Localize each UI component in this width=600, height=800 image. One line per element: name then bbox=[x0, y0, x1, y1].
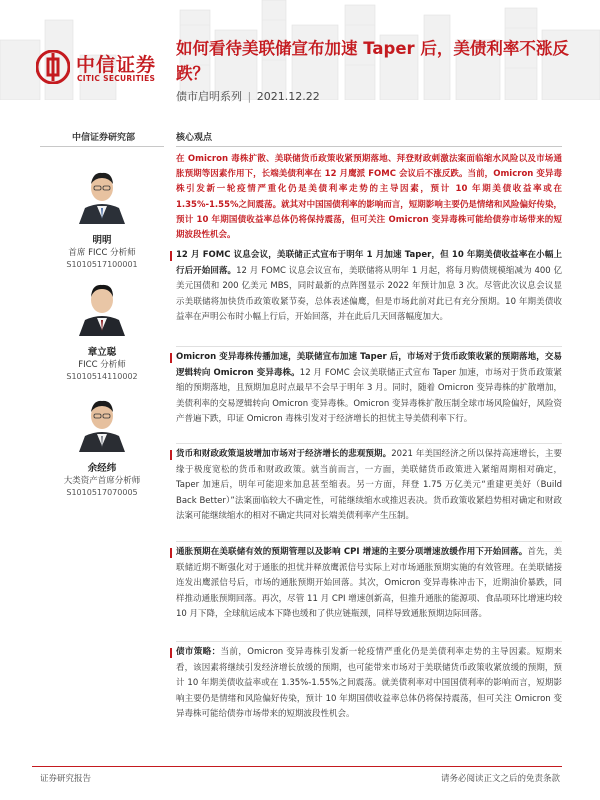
research-team-heading: 中信证券研究部 bbox=[72, 133, 136, 143]
core-view-heading: 核心观点 bbox=[176, 133, 213, 143]
report-subtitle bbox=[176, 88, 320, 104]
left-divider bbox=[40, 146, 164, 147]
footer-divider bbox=[32, 766, 562, 767]
analyst-role: 大类资产首席分析师 bbox=[63, 476, 141, 486]
analyst-photo-icon bbox=[75, 278, 129, 336]
analyst-role: FICC 分析师 bbox=[78, 360, 126, 370]
key-point-body: 2021 年美国经济之所以保持高速增长，主要缘于极度宽松的货币和财政政策。就当前而言，一方面，美联储货币政策进入紧缩周期相对确定，Taper 加速后，明年可能迎来加息甚至缩表。另一方面，拜登 1.75 万亿美元“重建更美好（Build Back Better）”法案面临较大不确定性，可能继续缩水或推迟表决。货币政策收紧趋势相对确定和财政法案可能继续缩水的相对不确定共同对长端美债利率产生压制。 bbox=[176, 449, 562, 521]
point-divider bbox=[176, 641, 562, 642]
footer-disclaimer-note: 请务必阅读正文之后的免责条款 bbox=[440, 774, 560, 784]
analyst-name: 章立聪 bbox=[87, 347, 117, 358]
analyst-name: 明明 bbox=[92, 235, 112, 246]
key-point bbox=[176, 645, 562, 723]
key-point-body: 首先，美联储近期不断强化对于通胀的担忧并释放鹰派信号实际上对市场通胀预期实施的有效管理。在美联储接连发出鹰派信号后，市场的通胀预期开始回落。其次，Omicron 变异毒株冲击下，近期油价暴跌，同样推动通胀预期回落。再次，尽管 11 月 CPI 增速创新高，但推升通胀的能源项、食品项环比增速均较 10 月下降，全球航运成本下降也缓和了供应链瓶颈，同样导致通胀预期边际回落。 bbox=[176, 547, 562, 619]
key-point bbox=[176, 248, 562, 326]
analyst-card bbox=[40, 394, 164, 499]
analyst-license-id: S1010517100001 bbox=[66, 260, 138, 269]
brand-logo bbox=[36, 48, 168, 88]
report-series: 债市启明系列 bbox=[176, 90, 242, 103]
brand-name-cn: 中信证券 bbox=[76, 54, 157, 76]
report-header bbox=[0, 0, 600, 112]
core-summary: 在 Omicron 毒株扩散、美联储货币政策收紧预期落地、拜登财政刺激法案面临缩水风险以及市场通胀预期等因素作用下，长端美债利率在 12 月鹰派 FOMC 会议后不涨反跌。当前，Omicron 变异毒株引发新一轮疫情严重化仍是美债利率走势的主导因素，预计 10 年期美债收益率或在 1.35%-1.55%之间震荡。就其对中国国债利率的影响而言，短期影响主要仍是情绪和风险偏好传染，预计 10 年期国债收益率总体仍将保持震荡，但可关注 Omicron 变异毒株可能给债券市场带来的短期波段性机会。 bbox=[176, 154, 562, 241]
point-divider bbox=[176, 443, 562, 444]
right-divider bbox=[176, 146, 562, 147]
key-point-body: 12 月 FOMC 议息会议宣布，美联储将从明年 1 月起，将每月购债规模缩减为 400 亿美元国债和 200 亿美元 MBS，同时最新的点阵图显示 2022 年预计加息 3 次。尽管此次议息会议显示美联储将加快货币政策收紧节奏，总体表述偏鹰，但是市场此前对此已有充分预期。10 年期美债收益率在声明公布时小幅上行后，开始回落，并在此后几天回落幅度加大。 bbox=[176, 265, 562, 322]
analyst-card bbox=[40, 166, 164, 271]
analyst-photo-icon bbox=[75, 166, 129, 224]
report-title: 如何看待美联储宣布加速 Taper 后，美债利率不涨反跌？ bbox=[176, 39, 569, 83]
key-point bbox=[176, 350, 562, 428]
key-point-body: 当前，Omicron 变异毒株引发新一轮疫情严重化仍是美债利率走势的主导因素。短期来看，该因素将继续引发经济增长放缓的预期，也可能带来市场对于美联储货币政策收紧放缓的预期，预计 10 年期美债收益率或在 1.35%-1.55%之间震荡。就美债利率对中国国债利率的影响而言，短期影响主要仍是情绪和风险偏好传染，预计 10 年期国债收益率总体仍将保持震荡，但可关注 Omicron 变异毒株可能给债券市场带来的短期波段性机会。 bbox=[176, 647, 562, 719]
footer-report-type: 证券研究报告 bbox=[40, 774, 92, 784]
key-point-lead: 货币和财政政策退坡增加市场对于经济增长的悲观预期。 bbox=[176, 449, 392, 459]
key-point bbox=[176, 545, 562, 623]
key-point bbox=[176, 447, 562, 525]
subtitle-divider: | bbox=[247, 90, 252, 103]
point-divider bbox=[176, 541, 562, 542]
analyst-role: 首席 FICC 分析师 bbox=[68, 248, 136, 258]
brand-name-en: CITIC SECURITIES bbox=[77, 74, 156, 83]
analyst-card bbox=[40, 278, 164, 383]
report-date: 2021.12.22 bbox=[256, 90, 320, 103]
key-point-lead: 债市策略： bbox=[176, 647, 221, 657]
citic-logo-icon bbox=[36, 50, 70, 84]
key-point-lead: 12 月 FOMC 议息会议，美联储正式宣布于明年 1 月加速 Taper，但 10 年期美债收益率在小幅上行后开始回落。 bbox=[176, 250, 562, 276]
key-point-lead: 通胀预期在美联储有效的预期管理以及影响 CPI 增速的主要分项增速放缓作用下开始回落。 bbox=[176, 547, 528, 557]
key-point-lead: Omicron 变异毒株传播加速，美联储宣布加速 Taper 后，市场对于货币政策收紧的预期落地，交易逻辑转向 Omicron 变异毒株。 bbox=[176, 352, 562, 378]
analyst-photo-icon bbox=[75, 394, 129, 452]
key-point-body: 12 月 FOMC 会议美联储正式宣布 Taper 加速，市场对于货币政策紧缩的预期落地，且预期加息时点最早不会早于明年 3 月。同时，随着 Omicron 变异毒株的扩散增加，美债利率的交易逻辑转向 Omicron 变异毒株。Omicron 变异毒株扩散压制全球市场风险偏好，风险资产普遍下跌，印证 Omicron 毒株引发对于经济增长的担忧主导美债利率下行。 bbox=[176, 367, 562, 424]
point-divider bbox=[176, 346, 562, 347]
analyst-license-id: S1010514110002 bbox=[66, 372, 138, 381]
analyst-name: 余经纬 bbox=[87, 463, 117, 474]
analyst-license-id: S1010517070005 bbox=[66, 488, 138, 497]
